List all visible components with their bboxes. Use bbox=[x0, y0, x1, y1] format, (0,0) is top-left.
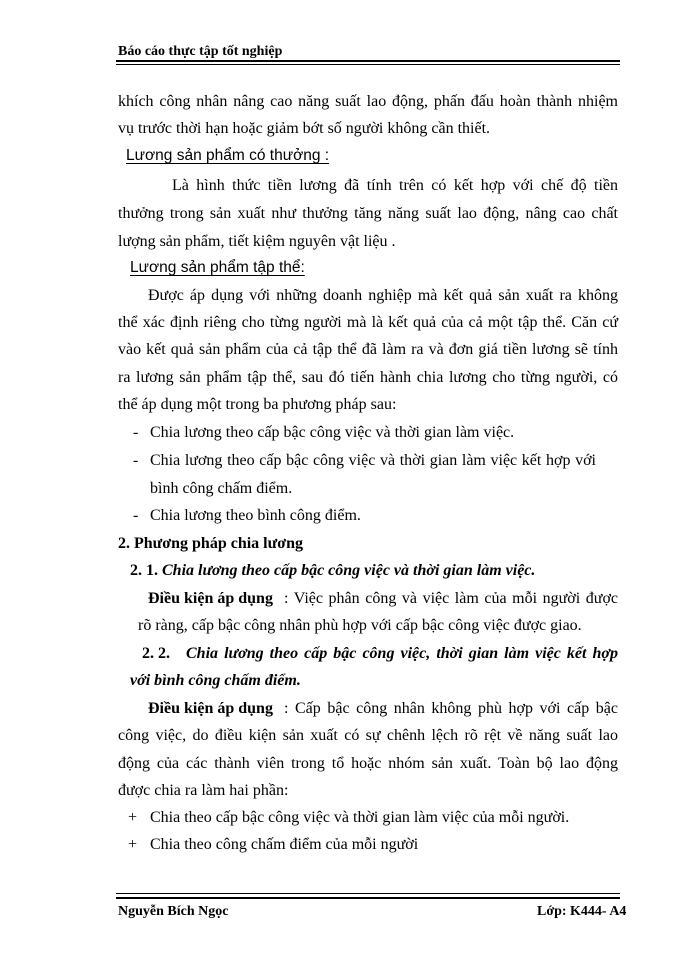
subsection-number: 2. 2. bbox=[142, 645, 170, 662]
section-heading: 2. Phương pháp chia lương bbox=[118, 535, 303, 552]
subsection-number: 2. 1. bbox=[130, 562, 158, 579]
paragraph-line: Được áp dụng với những doanh nghiệp mà kết quả sản xuất ra không bbox=[148, 287, 618, 304]
dash-bullet: - bbox=[133, 452, 139, 469]
plus-bullet: + bbox=[128, 809, 138, 826]
list-item: Chia lương theo cấp bậc công việc và thời gian làm việc. bbox=[150, 424, 515, 441]
paragraph-line: vụ trước thời hạn hoặc giảm bớt số người không cần thiết. bbox=[118, 120, 491, 137]
footer-divider-thin bbox=[116, 893, 620, 894]
paragraph-line: Là hình thức tiền lương đã tính trên có kết hợp với chế độ tiền bbox=[172, 177, 618, 194]
paragraph-line: : Việc phân công và việc làm của mỗi người được bbox=[284, 590, 618, 607]
subsection-heading: với bình công chấm điểm. bbox=[130, 672, 301, 689]
footer-class: Lớp: K444- A4 bbox=[537, 904, 627, 919]
subsection-heading: Chia lương theo cấp bậc công việc và thời gian làm việc. bbox=[162, 562, 536, 579]
paragraph-line: rõ ràng, cấp bậc công nhân phù hợp với cấp bậc công việc được giao. bbox=[138, 617, 582, 634]
footer-author: Nguyễn Bích Ngọc bbox=[118, 904, 229, 919]
paragraph-line: lượng sản phẩm, tiết kiệm nguyên vật liệu . bbox=[118, 233, 396, 250]
paragraph-line: được chia ra làm hai phần: bbox=[118, 782, 289, 799]
paragraph-line: khích công nhân nâng cao năng suất lao động, phấn đấu hoàn thành nhiệm bbox=[118, 93, 618, 110]
plus-bullet: + bbox=[128, 836, 138, 853]
condition-label: Điều kiện áp dụng bbox=[148, 700, 273, 717]
list-item: Chia lương theo cấp bậc công việc và thời gian làm việc kết hợp với bbox=[150, 452, 596, 469]
paragraph-line: ra lương sản phẩm tập thể, sau đó tiến hành chia lương cho từng người, có bbox=[118, 369, 618, 386]
paragraph-line: : Cấp bậc công nhân không phù hợp với cấp bậc bbox=[284, 700, 618, 717]
section-heading: Lương sản phẩm tập thể: bbox=[130, 259, 305, 276]
list-item: bình công chấm điểm. bbox=[150, 480, 293, 497]
paragraph-line: thể áp dụng một trong ba phương pháp sau: bbox=[118, 396, 397, 413]
paragraph-line: thưởng trong sản xuất như thưởng tăng năng suất lao động, nâng cao chất bbox=[118, 205, 618, 222]
condition-label: Điều kiện áp dụng bbox=[148, 590, 273, 607]
header-divider-thin bbox=[116, 64, 620, 65]
paragraph-line: thể xác định riêng cho từng người mà là kết quả của cả một tập thể. Căn cứ bbox=[118, 314, 618, 331]
section-heading: Lương sản phẩm có thưởng : bbox=[126, 147, 330, 164]
header-divider bbox=[116, 60, 620, 62]
paragraph-line: công việc, do điều kiện sản xuất có sự chênh lệch rõ rệt về năng suất lao bbox=[118, 727, 618, 744]
paragraph-line: vào kết quả sản phẩm của cả tập thể đã làm ra và đơn giá tiền lương sẽ tính bbox=[118, 341, 618, 358]
list-item: Chia theo cấp bậc công việc và thời gian làm việc của mỗi người. bbox=[150, 809, 570, 826]
subsection-heading: Chia lương theo cấp bậc công việc, thời gian làm việc kết hợp bbox=[186, 645, 618, 662]
footer-divider bbox=[116, 897, 620, 899]
paragraph-line: động của các thành viên trong tổ hoặc nhóm sản xuất. Toàn bộ lao động bbox=[118, 755, 618, 772]
list-item: Chia lương theo bình công điểm. bbox=[150, 507, 361, 524]
list-item: Chia theo công chấm điểm của mỗi người bbox=[150, 836, 419, 853]
header-title: Báo cáo thực tập tốt nghiệp bbox=[118, 44, 283, 59]
dash-bullet: - bbox=[133, 424, 139, 441]
dash-bullet: - bbox=[133, 507, 139, 524]
